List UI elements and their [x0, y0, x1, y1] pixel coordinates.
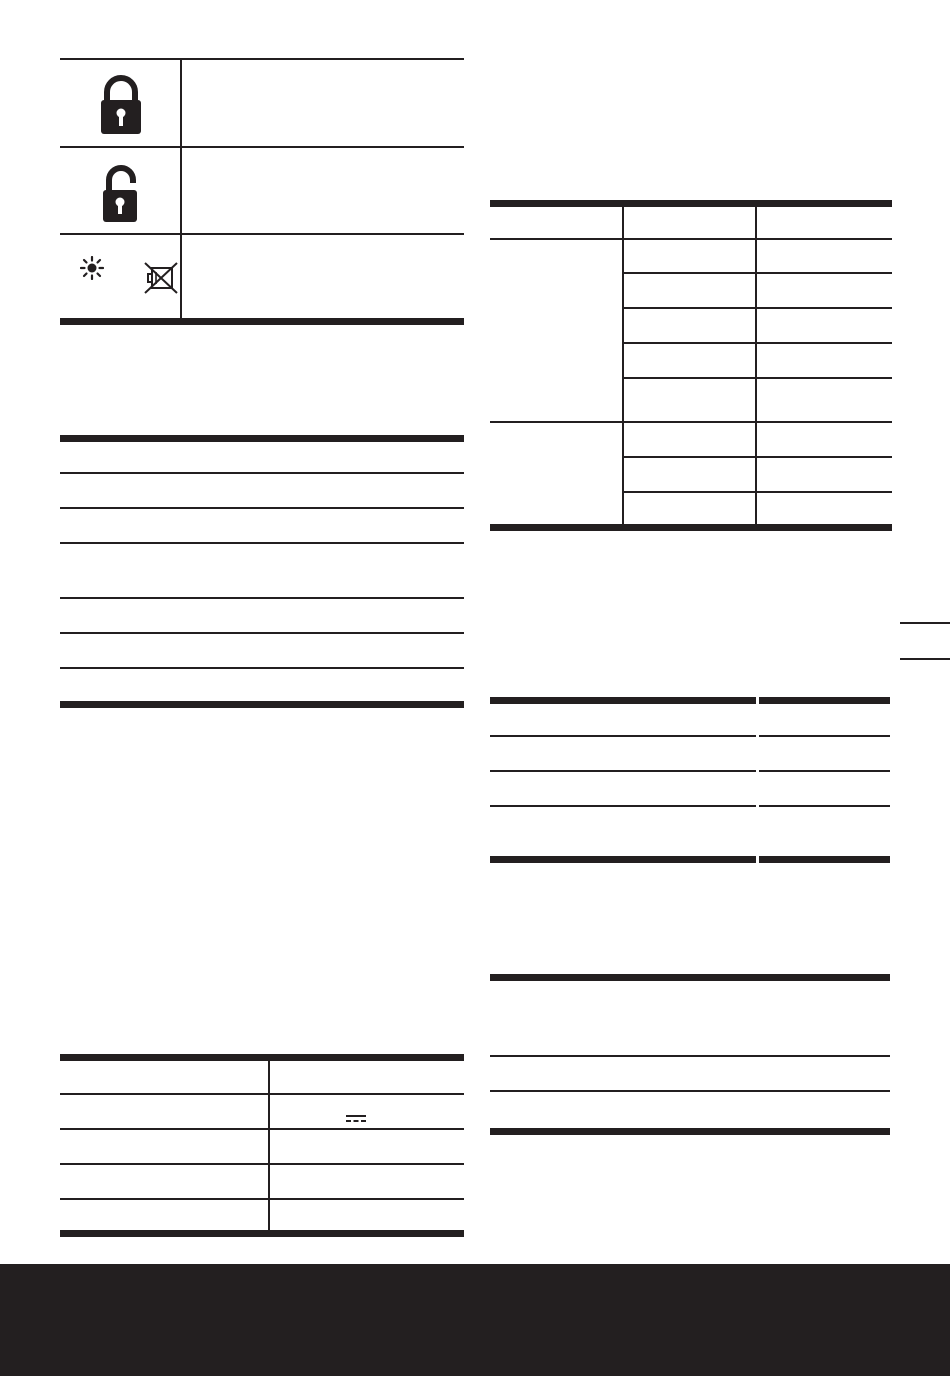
- table-rule: [622, 342, 892, 344]
- compat-table: [490, 200, 892, 532]
- table-rule: [490, 805, 890, 807]
- padlock-locked-icon: [98, 72, 144, 141]
- column-divider: [180, 58, 182, 320]
- table-rule-thick: [490, 524, 892, 531]
- column-divider: [755, 200, 757, 526]
- page-tab: [900, 620, 950, 662]
- table-rule: [60, 632, 464, 634]
- table-rule: [622, 456, 892, 458]
- table-rule-thick: [60, 1230, 464, 1237]
- table-rule: [490, 735, 890, 737]
- table-rule: [490, 770, 890, 772]
- noise-table: [490, 697, 890, 865]
- table-rule-thick: [60, 701, 464, 708]
- table-rule-thick: [490, 200, 892, 207]
- table-rule: [60, 233, 464, 235]
- table-rule: [622, 491, 892, 493]
- symbol-table: [60, 58, 464, 326]
- tab-rule: [900, 622, 950, 624]
- table-rule: [622, 272, 892, 274]
- table-rule: [60, 597, 464, 599]
- table-rule-thick: [490, 1128, 890, 1135]
- table-rule: [60, 1198, 464, 1200]
- spec-table: [60, 435, 464, 711]
- table-rule: [490, 1090, 890, 1092]
- table-rule: [60, 1093, 464, 1095]
- table-rule: [490, 238, 892, 240]
- table-rule-thick: [60, 318, 464, 325]
- footer-band: [0, 1264, 950, 1376]
- table-rule-thick: [60, 1054, 464, 1061]
- table-rule: [60, 1163, 464, 1165]
- table-rule: [622, 307, 892, 309]
- table-rule: [60, 1128, 464, 1130]
- vibration-table: [490, 974, 890, 1136]
- column-divider: [268, 1054, 270, 1234]
- table-rule: [60, 58, 464, 60]
- padlock-unlocked-icon: [100, 162, 146, 229]
- column-gap: [756, 697, 759, 863]
- table-rule: [60, 667, 464, 669]
- dc-current-symbol-icon: [346, 1110, 366, 1128]
- sun-light-icon: [80, 256, 104, 285]
- crossed-battery-icon: [144, 262, 178, 299]
- table-rule-thick: [490, 974, 890, 981]
- table-rule: [490, 421, 892, 423]
- table-rule: [490, 1055, 890, 1057]
- table-rule-thick: [60, 435, 464, 442]
- table-rule: [60, 507, 464, 509]
- column-divider: [622, 200, 624, 526]
- table-rule: [60, 542, 464, 544]
- table-rule-thick: [490, 697, 890, 704]
- tab-rule: [900, 658, 950, 660]
- table-rule-thick: [490, 856, 890, 863]
- table-rule: [622, 377, 892, 379]
- small-table: [60, 1054, 464, 1240]
- table-rule: [60, 472, 464, 474]
- table-rule: [60, 146, 464, 148]
